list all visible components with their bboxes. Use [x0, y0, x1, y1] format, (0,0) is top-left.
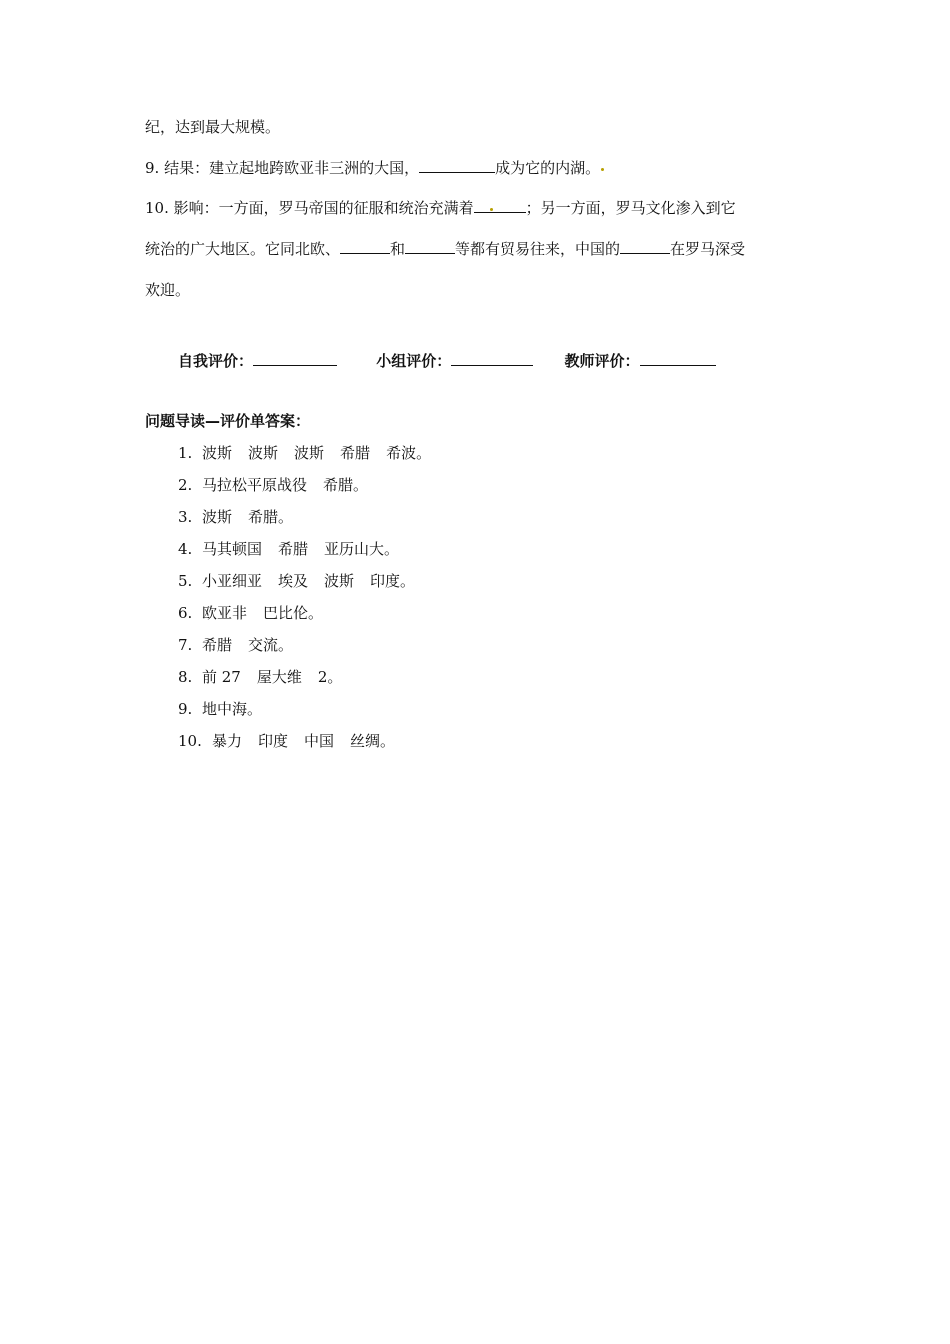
fill-in-blank[interactable] — [405, 239, 455, 254]
item-10-line-1 — [145, 198, 736, 218]
fill-in-blank[interactable] — [340, 239, 390, 254]
item-10-line2-c: 等都有贸易往来，中国的 — [455, 240, 621, 258]
answer-word: 希腊 — [202, 636, 233, 654]
answer-item — [178, 507, 309, 527]
answer-word: 波斯 — [294, 444, 325, 462]
answer-word: 前 27 — [202, 668, 241, 686]
group-evaluation-label: 小组评价： — [376, 352, 452, 370]
answer-word: 希腊。 — [323, 476, 369, 494]
fill-in-blank[interactable] — [620, 239, 670, 254]
self-evaluation — [178, 351, 337, 371]
answer-word: 埃及 — [278, 572, 309, 590]
answer-word: 马其顿国 — [202, 540, 263, 558]
answer-word: 波斯 — [248, 444, 279, 462]
marker-dot — [490, 208, 493, 211]
answer-number: 10. — [178, 732, 202, 750]
item-9-suffix: 成为它的内湖。 — [495, 159, 601, 177]
item-10-line1-suffix: ；另一方面，罗马文化渗入到它 — [525, 199, 736, 217]
teacher-evaluation-label: 教师评价： — [564, 352, 640, 370]
fill-in-blank[interactable] — [474, 198, 526, 213]
continued-text: 纪，达到最大规模。 — [145, 118, 281, 136]
answer-word: 印度 — [258, 732, 289, 750]
item-10-line2-d: 在罗马深受 — [670, 240, 746, 258]
answer-number: 3. — [178, 508, 193, 526]
answer-number: 2. — [178, 476, 193, 494]
answer-word: 中国 — [304, 732, 335, 750]
item-9-prefix: 9. 结果：建立起地跨欧亚非三洲的大国， — [145, 159, 420, 177]
answer-word: 暴力 — [212, 732, 243, 750]
item-10-line2-b: 和 — [390, 240, 406, 258]
answer-number: 8. — [178, 668, 193, 686]
group-evaluation — [376, 351, 533, 371]
answer-word: 印度。 — [370, 572, 416, 590]
teacher-evaluation-blank[interactable] — [640, 351, 716, 366]
evaluation-row — [178, 351, 716, 371]
continued-text-line — [145, 117, 280, 137]
answer-word: 巴比伦。 — [263, 604, 324, 622]
marker-dot — [601, 168, 604, 171]
item-10-line3: 欢迎。 — [145, 281, 191, 299]
fill-in-blank[interactable] — [419, 158, 495, 173]
answer-item — [178, 667, 358, 687]
answer-item — [178, 603, 339, 623]
answer-number: 9. — [178, 700, 193, 718]
answer-item — [178, 443, 447, 463]
answer-word: 波斯 — [202, 444, 233, 462]
item-10-line1-prefix: 10. 影响：一方面，罗马帝国的征服和统治充满着 — [145, 199, 474, 217]
answers-title: 问题导读—评价单答案： — [145, 412, 311, 430]
answer-word: 小亚细亚 — [202, 572, 263, 590]
answer-item — [178, 699, 278, 719]
answer-number: 1. — [178, 444, 193, 462]
answer-word: 屋大维 — [256, 668, 302, 686]
answer-word: 希腊 — [278, 540, 309, 558]
answer-word: 亚历山大。 — [324, 540, 400, 558]
answer-number: 6. — [178, 604, 193, 622]
answer-item — [178, 571, 431, 591]
self-evaluation-blank[interactable] — [253, 351, 337, 366]
answer-word: 交流。 — [248, 636, 294, 654]
item-10-line-2 — [145, 239, 745, 259]
answer-item — [178, 635, 309, 655]
answer-word: 欧亚非 — [202, 604, 248, 622]
item-9-line — [145, 158, 605, 178]
answer-number: 5. — [178, 572, 193, 590]
answer-word: 地中海。 — [202, 700, 263, 718]
answer-number: 4. — [178, 540, 193, 558]
answer-word: 波斯 — [324, 572, 355, 590]
answer-word: 希波。 — [386, 444, 432, 462]
item-10-line-3 — [145, 280, 190, 300]
self-evaluation-label: 自我评价： — [178, 352, 254, 370]
answer-word: 马拉松平原战役 — [202, 476, 308, 494]
group-evaluation-blank[interactable] — [451, 351, 533, 366]
answer-word: 2。 — [317, 668, 343, 686]
item-10-line2-a: 统治的广大地区。它同北欧、 — [145, 240, 341, 258]
answer-word: 丝绸。 — [350, 732, 396, 750]
answer-item — [178, 731, 411, 751]
answer-item — [178, 475, 384, 495]
answer-item — [178, 539, 415, 559]
answer-word: 希腊 — [340, 444, 371, 462]
answer-word: 波斯 — [202, 508, 233, 526]
answer-word: 希腊。 — [248, 508, 294, 526]
teacher-evaluation — [565, 351, 716, 371]
answer-number: 7. — [178, 636, 193, 654]
